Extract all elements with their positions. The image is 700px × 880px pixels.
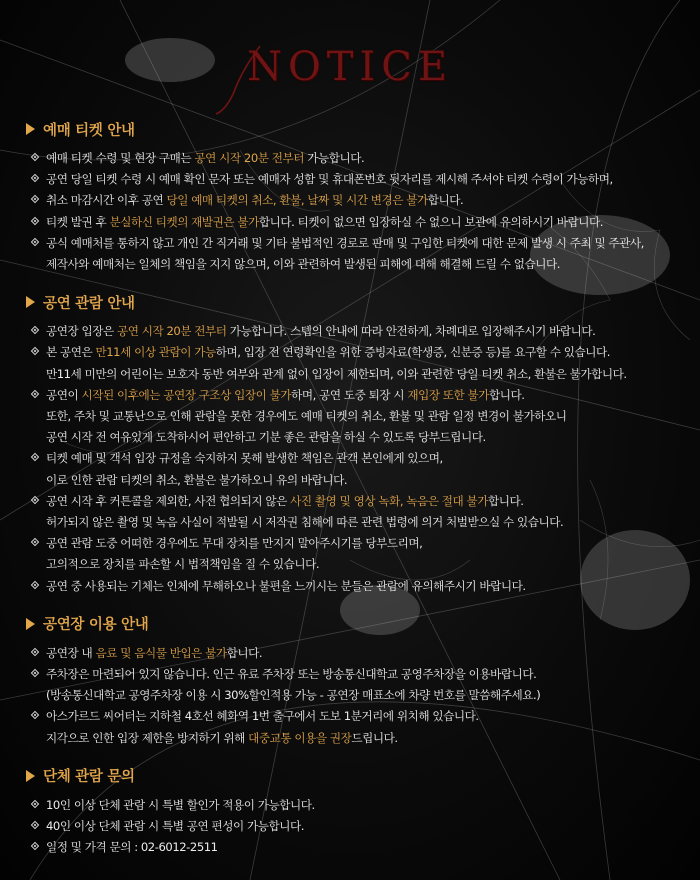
- item-line: [46, 448, 700, 469]
- list-item: [30, 321, 700, 342]
- highlight-text: 시작된 이후에는 공연장 구조상 입장이 불가: [81, 387, 292, 402]
- list-item: [30, 385, 700, 449]
- list-item: [30, 816, 700, 837]
- body-text: 고의적으로 장치를 파손할 시 법적책임을 질 수 있습니다.: [46, 557, 320, 572]
- list-item: [30, 342, 700, 384]
- body-text: 지각으로 인한 입장 제한을 방지하기 위해: [46, 730, 249, 745]
- body-text: 40인 이상 단체 관람 시 특별 공연 편성이 가능합니다.: [46, 819, 304, 834]
- item-line: [46, 406, 700, 427]
- diamond-bullet-icon: [31, 800, 39, 808]
- highlight-text: 재입장 또한 불가: [407, 387, 490, 402]
- notice-content: [0, 118, 700, 874]
- highlight-text: 대중교통 이용을 권장: [248, 730, 352, 745]
- notice-title: NOTICE: [246, 44, 454, 90]
- diamond-bullet-icon: [31, 496, 39, 504]
- item-line: [46, 576, 700, 597]
- item-line: [46, 491, 700, 512]
- body-text: 합니다.: [427, 193, 464, 208]
- body-text: 가능합니다.: [303, 151, 365, 165]
- section-items: [30, 643, 700, 749]
- section-items: [30, 321, 700, 597]
- diamond-bullet-icon: [31, 195, 39, 203]
- highlight-text: 공연 시작 20분 전부터: [116, 324, 227, 339]
- item-line: [46, 685, 700, 706]
- section-title: 예매 티켓 안내: [43, 122, 135, 139]
- item-line: [46, 148, 700, 169]
- section-header: [26, 118, 700, 140]
- item-line: [46, 212, 700, 233]
- list-item: [30, 533, 700, 575]
- body-text: 공연 시작 후 커튼콜을 제외한, 사전 협의되지 않은: [46, 493, 291, 508]
- item-line: [46, 512, 700, 533]
- item-line: [46, 706, 700, 727]
- diamond-bullet-icon: [31, 453, 39, 461]
- notice-section: [26, 613, 700, 749]
- section-title: 공연 관람 안내: [43, 295, 135, 312]
- body-text: 공연 중 사용되는 기체는 인체에 무해하오나 불편을 느끼시는 분들은 관람에 유의해주시기 바랍니다.: [46, 578, 526, 593]
- item-line: [46, 427, 700, 448]
- triangle-bullet-icon: [26, 296, 35, 308]
- diamond-bullet-icon: [31, 347, 39, 355]
- list-item: [30, 491, 700, 533]
- body-text: 허가되지 않은 촬영 및 녹음 사실이 적발될 시 저작권 침해에 따른 관련 법령에 의거 처벌받으실 수 있습니다.: [46, 515, 564, 530]
- body-text: 합니다.: [226, 645, 263, 660]
- diamond-bullet-icon: [31, 821, 39, 829]
- list-item: [30, 169, 700, 190]
- body-text: 공연 시작 전 여유있게 도착하시어 편안하고 기분 좋은 관람을 하실 수 있도록 당부드립니다.: [46, 430, 486, 445]
- item-line: [46, 643, 700, 664]
- body-text: 이로 인한 관람 티켓의 취소, 환불은 불가하오니 유의 바랍니다.: [46, 472, 348, 487]
- highlight-text: 분실하신 티켓의 재발권은 불가: [109, 214, 259, 229]
- body-text: 티켓 발권 후: [46, 214, 110, 229]
- item-line: [46, 321, 700, 342]
- triangle-bullet-icon: [26, 123, 35, 135]
- notice-section: [26, 765, 700, 859]
- body-text: 공연이: [46, 387, 82, 402]
- item-line: [46, 364, 700, 385]
- diamond-bullet-icon: [31, 390, 39, 398]
- diamond-bullet-icon: [31, 174, 39, 182]
- list-item: [30, 795, 700, 816]
- body-text: 예매 티켓 수령 및 현장 구매는: [46, 151, 195, 165]
- body-text: 또한, 주차 및 교통난으로 인해 관람을 못한 경우에도 예매 티켓의 취소, 환불 및 관람 일정 변경이 불가하오니: [46, 409, 567, 424]
- body-text: 주차장은 마련되어 있지 않습니다. 인근 유료 주차장 또는 방송통신대학교 공영주차장을 이용바랍니다.: [46, 667, 537, 682]
- body-text: 합니다.: [489, 387, 525, 402]
- body-text: 공연장 입장은: [46, 324, 117, 339]
- list-item: [30, 643, 700, 664]
- body-text: 티켓 예매 및 객석 입장 규정을 숙지하지 못해 발생한 책임은 관객 본인에게 있으며,: [46, 451, 443, 466]
- item-line: [46, 816, 700, 837]
- section-title: 단체 관람 문의: [43, 769, 135, 786]
- diamond-bullet-icon: [31, 238, 39, 246]
- list-item: [30, 837, 700, 858]
- body-text: 공식 예매처를 통하지 않고 개인 간 직거래 및 기타 불법적인 경로로 판매 및 구입한 티켓에 대한 문제 발생 시 주최 및 주관사,: [46, 235, 644, 250]
- highlight-text: 당일 예매 티켓의 취소, 환불, 날짜 및 시간 변경은 불가: [166, 193, 428, 208]
- list-item: [30, 190, 700, 211]
- item-line: [46, 795, 700, 816]
- highlight-text: 만11세 이상 관람이 가능: [95, 345, 216, 360]
- item-line: [46, 664, 700, 685]
- diamond-bullet-icon: [31, 669, 39, 677]
- body-text: 합니다.: [488, 493, 524, 508]
- triangle-bullet-icon: [26, 618, 35, 630]
- highlight-text: 음료 및 음식물 반입은 불가: [95, 645, 227, 660]
- triangle-bullet-icon: [26, 770, 35, 782]
- section-header: [26, 291, 700, 313]
- diamond-bullet-icon: [31, 580, 39, 588]
- body-text: 공연 관람 도중 어떠한 경우에도 무대 장치를 만지지 말아주시기를 당부드리며,: [46, 536, 423, 551]
- section-items: [30, 795, 700, 859]
- item-line: [46, 470, 700, 491]
- body-text: 취소 마감시간 이후 공연: [46, 193, 167, 208]
- diamond-bullet-icon: [31, 153, 39, 161]
- list-item: [30, 448, 700, 490]
- section-title: 공연장 이용 안내: [43, 617, 149, 634]
- section-header: [26, 765, 700, 787]
- item-line: [46, 233, 700, 254]
- item-line: [46, 728, 700, 749]
- diamond-bullet-icon: [31, 648, 39, 656]
- item-line: [46, 385, 700, 406]
- section-header: [26, 613, 700, 635]
- item-line: [46, 169, 700, 190]
- list-item: [30, 212, 700, 233]
- section-items: [30, 148, 700, 275]
- diamond-bullet-icon: [31, 538, 39, 546]
- list-item: [30, 148, 700, 169]
- diamond-bullet-icon: [31, 216, 39, 224]
- notice-section: [26, 118, 700, 275]
- body-text: 하며, 공연 도중 퇴장 시: [291, 387, 408, 402]
- item-line: [46, 533, 700, 554]
- diamond-bullet-icon: [31, 326, 39, 334]
- body-text: 드립니다.: [351, 730, 398, 745]
- notice-section: [26, 291, 700, 597]
- body-text: 합니다. 티켓이 없으면 입장하실 수 없으니 보관에 유의하시기 바랍니다.: [258, 214, 604, 229]
- item-line: [46, 342, 700, 363]
- item-line: [46, 554, 700, 575]
- body-text: 10인 이상 단체 관람 시 특별 할인가 적용이 가능합니다.: [46, 797, 315, 812]
- highlight-text: 사진 촬영 및 영상 녹화, 녹음은 절대 불가: [290, 493, 489, 508]
- body-text: 본 공연은: [46, 345, 96, 360]
- body-text: 만11세 미만의 어린이는 보호자 동반 여부와 관계 없이 입장이 제한되며, 이와 관련한 당일 티켓 취소, 환불은 불가합니다.: [46, 366, 627, 381]
- body-text: 가능합니다. 스텝의 안내에 따라 안전하게, 차례대로 입장해주시기 바랍니다.: [226, 324, 596, 339]
- diamond-bullet-icon: [31, 842, 39, 850]
- list-item: [30, 706, 700, 748]
- body-text: 공연장 내: [46, 645, 96, 660]
- item-line: [46, 837, 700, 858]
- item-line: [46, 190, 700, 211]
- list-item: [30, 233, 700, 275]
- diamond-bullet-icon: [31, 711, 39, 719]
- body-text: 공연 당일 티켓 수령 시 예매 확인 문자 또는 예매자 성함 및 휴대폰번호 뒷자리를 제시해 주셔야 티켓 수령이 가능하며,: [46, 172, 613, 187]
- list-item: [30, 576, 700, 597]
- body-text: 아스가르드 씨어터는 지하철 4호선 혜화역 1번 출구에서 도보 1분거리에 위치해 있습니다.: [46, 709, 479, 724]
- body-text: 제작사와 예매처는 일체의 책임을 지지 않으며, 이와 관련하여 발생된 피해에 대해 해결해 드릴 수 없습니다.: [46, 257, 560, 272]
- highlight-text: 공연 시작 20분 전부터: [194, 151, 304, 165]
- item-line: [46, 254, 700, 275]
- body-text: 일정 및 가격 문의 : 02-6012-2511: [46, 840, 218, 855]
- list-item: [30, 664, 700, 706]
- body-text: 하며, 입장 전 연령확인을 위한 증빙자료(학생증, 신분증 등)를 요구할 수 있습니다.: [215, 345, 610, 360]
- body-text: (방송통신대학교 공영주차장 이용 시 30%할인적용 가능 - 공연장 매표소에 차량 번호를 말씀해주세요.): [46, 688, 541, 703]
